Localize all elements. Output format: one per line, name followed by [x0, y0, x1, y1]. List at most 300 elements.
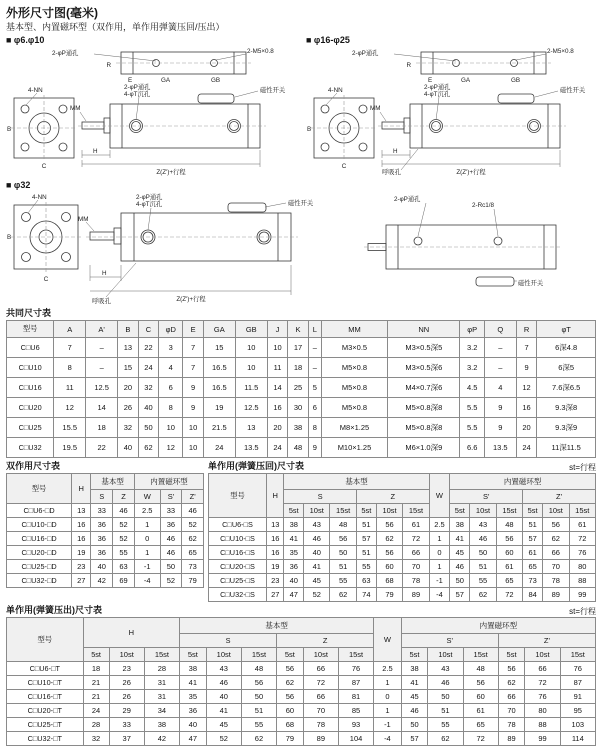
counterbore-label-1: 2-φP通孔: [136, 194, 163, 201]
port-hole: [414, 237, 422, 245]
value-cell: 24: [138, 358, 159, 378]
value-cell: 29: [109, 704, 144, 718]
header-cell: Z: [277, 634, 374, 648]
value-cell: 7: [183, 338, 204, 358]
value-cell: 19: [267, 560, 284, 574]
table-row: [7, 398, 596, 418]
value-cell: 66: [525, 662, 560, 676]
value-cell: 74: [356, 588, 376, 602]
value-cell: 50: [401, 718, 428, 732]
value-cell: 70: [498, 704, 525, 718]
value-cell: 52: [182, 518, 204, 532]
header-cell: φT: [537, 321, 596, 338]
value-cell: –: [484, 358, 516, 378]
value-cell: 79: [182, 574, 204, 588]
value-cell: 68: [277, 718, 304, 732]
value-cell: 61: [496, 560, 522, 574]
model-cell: C□U25: [7, 418, 54, 438]
header-cell: NN: [388, 321, 460, 338]
value-cell: 6深4.8: [537, 338, 596, 358]
value-cell: 9.3深9: [537, 418, 596, 438]
header-cell: 5st: [284, 504, 304, 518]
single-extend-table-title: 单作用(弹簧压出)尺寸表: [6, 605, 102, 615]
mounting-hole: [62, 213, 71, 222]
value-cell: 7.6深6.5: [537, 378, 596, 398]
value-cell: 89: [303, 732, 338, 746]
value-cell: M5×0.8: [321, 398, 387, 418]
value-cell: 72: [569, 532, 595, 546]
value-cell: 47: [284, 588, 304, 602]
nn-label: 4-NN: [28, 87, 43, 94]
value-cell: 57: [450, 588, 470, 602]
value-cell: 56: [463, 676, 498, 690]
header-cell: GB: [235, 321, 267, 338]
value-cell: M5×0.8深8: [388, 418, 460, 438]
value-cell: 17: [288, 338, 309, 358]
value-cell: 13: [72, 504, 91, 518]
header-cell: 型号: [7, 474, 72, 504]
header-cell: 5st: [180, 648, 207, 662]
value-cell: 89: [403, 588, 429, 602]
value-cell: 56: [330, 532, 356, 546]
value-cell: 2.5: [374, 662, 402, 676]
header-cell: S': [401, 634, 498, 648]
value-cell: 76: [560, 662, 595, 676]
value-cell: 56: [376, 518, 402, 532]
value-cell: 21: [83, 676, 109, 690]
port-hole: [494, 237, 502, 245]
value-cell: –: [308, 338, 321, 358]
value-cell: 16: [516, 398, 537, 418]
value-cell: 60: [277, 704, 304, 718]
value-cell: 84: [523, 588, 543, 602]
value-cell: 95: [560, 704, 595, 718]
value-cell: 114: [560, 732, 595, 746]
value-cell: 51: [356, 518, 376, 532]
value-cell: 23: [72, 560, 91, 574]
value-cell: 60: [376, 560, 402, 574]
side-view: [90, 203, 291, 261]
value-cell: 45: [401, 690, 428, 704]
value-cell: 40: [206, 690, 241, 704]
value-cell: 32: [118, 418, 139, 438]
breather-label: 呼吸孔: [92, 298, 111, 305]
header-cell: W: [134, 490, 160, 504]
value-cell: 48: [463, 662, 498, 676]
value-cell: 36: [284, 560, 304, 574]
header-row: [7, 648, 596, 662]
value-cell: -1: [429, 574, 450, 588]
value-cell: 38: [180, 662, 207, 676]
value-cell: 3.2: [460, 358, 484, 378]
value-cell: 7: [516, 338, 537, 358]
dim-gb-label: GB: [511, 77, 521, 84]
value-cell: 41: [450, 532, 470, 546]
auto-switch: [228, 203, 266, 212]
model-cell: C□U10: [7, 358, 54, 378]
value-cell: 38: [144, 718, 179, 732]
value-cell: 36: [160, 518, 182, 532]
value-cell: 10: [183, 438, 204, 458]
model-cell: C□U25-□T: [7, 718, 84, 732]
value-cell: 2.5: [429, 518, 450, 532]
value-cell: 40: [118, 438, 139, 458]
single-acting-extend-table: [6, 617, 596, 746]
header-cell: B: [118, 321, 139, 338]
drawing-phi6-10: [6, 46, 298, 178]
table-row: [209, 518, 596, 532]
value-cell: 48: [241, 662, 276, 676]
value-cell: 56: [496, 532, 522, 546]
value-cell: 0: [374, 690, 402, 704]
header-cell: 15st: [330, 504, 356, 518]
value-cell: 62: [330, 588, 356, 602]
table-row: [7, 338, 596, 358]
header-cell: 15st: [569, 504, 595, 518]
value-cell: 46: [113, 504, 135, 518]
header-cell: 基本型: [284, 474, 429, 490]
value-cell: 6深5: [537, 358, 596, 378]
model-cell: C□U6-□T: [7, 662, 84, 676]
value-cell: M3×0.5深5: [388, 338, 460, 358]
value-cell: 34: [144, 704, 179, 718]
value-cell: 27: [72, 574, 91, 588]
value-cell: 62: [376, 532, 402, 546]
value-cell: 46: [206, 676, 241, 690]
value-cell: 1: [134, 518, 160, 532]
value-cell: 48: [496, 518, 522, 532]
value-cell: 55: [470, 574, 496, 588]
value-cell: 80: [569, 560, 595, 574]
value-cell: 46: [428, 676, 463, 690]
value-cell: 76: [525, 690, 560, 704]
section-phi32: [6, 180, 598, 305]
leader-lines: [326, 54, 560, 170]
value-cell: 32: [83, 732, 109, 746]
table-row: [7, 732, 596, 746]
value-cell: 91: [560, 690, 595, 704]
dim-ga-label: GA: [461, 77, 471, 84]
dim-b-label: B: [7, 126, 12, 133]
mounting-hole: [62, 253, 71, 262]
model-cell: C□U16-□T: [7, 690, 84, 704]
table-row: [7, 560, 204, 574]
value-cell: M5×0.8深8: [388, 398, 460, 418]
leader-lines: [26, 54, 260, 167]
model-cell: C□U32: [7, 438, 54, 458]
header-cell: 15st: [496, 504, 522, 518]
centerlines: [11, 63, 266, 161]
single-acting-return-table: [208, 473, 596, 602]
header-cell: H: [83, 618, 179, 648]
value-cell: 26: [109, 690, 144, 704]
dim-ga-label: GA: [161, 77, 171, 84]
header-cell: S: [180, 634, 277, 648]
value-cell: 57: [523, 532, 543, 546]
value-cell: 89: [543, 588, 569, 602]
rod-nut: [404, 118, 410, 133]
value-cell: 50: [138, 418, 159, 438]
table-row: [7, 676, 596, 690]
table-row: [209, 560, 596, 574]
value-cell: 36: [91, 532, 113, 546]
section-phi16-25: [306, 35, 598, 178]
value-cell: 19: [203, 398, 235, 418]
header-cell: C: [138, 321, 159, 338]
value-cell: 70: [303, 704, 338, 718]
value-cell: 52: [206, 732, 241, 746]
value-cell: 20: [516, 418, 537, 438]
value-cell: 11: [267, 358, 288, 378]
model-cell: C□U16-□S: [209, 546, 267, 560]
switch-label: 磁性开关: [518, 280, 544, 287]
value-cell: 62: [470, 588, 496, 602]
header-cell: 10st: [470, 504, 496, 518]
header-cell: 5st: [356, 504, 376, 518]
value-cell: 5: [308, 378, 321, 398]
header-cell: Z': [498, 634, 595, 648]
value-cell: 66: [403, 546, 429, 560]
model-cell: C□U6-□D: [7, 504, 72, 518]
value-cell: 14: [267, 378, 288, 398]
value-cell: 62: [543, 532, 569, 546]
value-cell: M5×0.8: [321, 358, 387, 378]
value-cell: M10×1.25: [321, 438, 387, 458]
value-cell: 99: [569, 588, 595, 602]
value-cell: 24: [83, 704, 109, 718]
auto-switch: [198, 94, 234, 103]
value-cell: 65: [463, 718, 498, 732]
model-cell: C□U16: [7, 378, 54, 398]
value-cell: 16: [267, 398, 288, 418]
value-cell: 104: [338, 732, 373, 746]
table-row: [209, 588, 596, 602]
value-cell: 25: [288, 378, 309, 398]
model-cell: C□U16-□D: [7, 532, 72, 546]
value-cell: 9: [183, 378, 204, 398]
value-cell: 93: [338, 718, 373, 732]
value-cell: 9.3深8: [537, 398, 596, 418]
value-cell: 51: [470, 560, 496, 574]
value-cell: –: [484, 338, 516, 358]
value-cell: 31: [144, 690, 179, 704]
table-row: [7, 438, 596, 458]
dim-e-label: E: [428, 77, 433, 84]
overall-dim-label: Z(Z')+行程: [156, 169, 186, 176]
value-cell: 89: [498, 732, 525, 746]
double-acting-table: [6, 473, 204, 588]
header-row: [209, 474, 596, 490]
value-cell: 52: [160, 574, 182, 588]
value-cell: 12.5: [86, 378, 118, 398]
value-cell: 26: [118, 398, 139, 418]
model-cell: C□U32-□S: [209, 588, 267, 602]
value-cell: 11.5: [235, 378, 267, 398]
value-cell: 2.5: [134, 504, 160, 518]
value-cell: 0: [134, 532, 160, 546]
value-cell: 20: [118, 378, 139, 398]
value-cell: 42: [144, 732, 179, 746]
value-cell: 41: [206, 704, 241, 718]
value-cell: 42: [91, 574, 113, 588]
mounting-hole: [321, 143, 329, 151]
header-cell: 15st: [241, 648, 276, 662]
value-cell: 55: [330, 574, 356, 588]
table-row: [7, 662, 596, 676]
value-cell: 13.5: [484, 438, 516, 458]
value-cell: 38: [401, 662, 428, 676]
value-cell: 78: [543, 574, 569, 588]
value-cell: 24: [203, 438, 235, 458]
piston-rod: [90, 232, 114, 240]
value-cell: 62: [428, 732, 463, 746]
value-cell: 10: [267, 338, 288, 358]
section-label: ■ φ32: [6, 180, 31, 190]
header-cell: 基本型: [180, 618, 374, 634]
value-cell: 37: [109, 732, 144, 746]
value-cell: 56: [277, 662, 304, 676]
header-cell: S: [91, 490, 113, 504]
single-return-header: [208, 458, 596, 473]
header-cell: S': [160, 490, 182, 504]
piston-rod: [82, 122, 104, 129]
value-cell: 52: [113, 532, 135, 546]
value-cell: 65: [182, 546, 204, 560]
value-cell: 11深11.5: [537, 438, 596, 458]
value-cell: 28: [144, 662, 179, 676]
header-cell: Z: [356, 490, 429, 504]
value-cell: 36: [91, 518, 113, 532]
dim-b-label: B: [307, 126, 312, 133]
header-cell: J: [267, 321, 288, 338]
value-cell: 73: [182, 560, 204, 574]
value-cell: 20: [267, 418, 288, 438]
dim-c-label: C: [43, 276, 49, 283]
value-cell: 55: [241, 718, 276, 732]
header-cell: Q: [484, 321, 516, 338]
table-row: [209, 546, 596, 560]
value-cell: 21.5: [203, 418, 235, 438]
value-cell: 56: [241, 676, 276, 690]
header-cell: φP: [460, 321, 484, 338]
value-cell: 70: [403, 560, 429, 574]
header-cell: 15st: [463, 648, 498, 662]
value-cell: 38: [450, 518, 470, 532]
header-cell: 5st: [498, 648, 525, 662]
table-row: [7, 418, 596, 438]
value-cell: 55: [428, 718, 463, 732]
value-cell: 11: [54, 378, 86, 398]
switch-label: 磁性开关: [288, 200, 314, 207]
value-cell: 78: [403, 574, 429, 588]
centerlines: [311, 63, 566, 161]
value-cell: 30: [288, 398, 309, 418]
value-cell: 33: [160, 504, 182, 518]
value-cell: 65: [523, 560, 543, 574]
mounting-hole: [359, 143, 367, 151]
model-cell: C□U20-□T: [7, 704, 84, 718]
value-cell: 52: [304, 588, 330, 602]
header-cell: A: [54, 321, 86, 338]
counterbore-label-1: 2-φP通孔: [424, 84, 451, 91]
value-cell: 1: [134, 546, 160, 560]
value-cell: 9: [308, 438, 321, 458]
piston-rod: [382, 122, 404, 129]
header-cell: W: [374, 618, 402, 662]
value-cell: 56: [543, 518, 569, 532]
counterbore-label-2: 4-φT沉孔: [136, 201, 163, 208]
ports-label: 2-Rc1/8: [472, 202, 495, 209]
dim-r-label: R: [106, 62, 111, 69]
header-cell: Z': [523, 490, 596, 504]
dim-c-label: C: [341, 163, 347, 170]
value-cell: 88: [525, 718, 560, 732]
header-cell: 10st: [525, 648, 560, 662]
dim-h-label: H: [393, 148, 398, 155]
single-extend-header: [6, 602, 596, 617]
value-cell: 61: [463, 704, 498, 718]
value-cell: 50: [428, 690, 463, 704]
overall-dim-label: Z(Z')+行程: [176, 296, 206, 303]
centerlines: [11, 202, 562, 272]
table-row: [7, 504, 204, 518]
header-cell: 15st: [144, 648, 179, 662]
value-cell: 57: [356, 532, 376, 546]
value-cell: 12: [159, 438, 183, 458]
value-cell: 35: [284, 546, 304, 560]
value-cell: 61: [569, 518, 595, 532]
value-cell: 62: [498, 676, 525, 690]
value-cell: 48: [330, 518, 356, 532]
value-cell: 78: [498, 718, 525, 732]
table-row: [7, 378, 596, 398]
value-cell: 1: [429, 560, 450, 574]
model-cell: C□U10-□S: [209, 532, 267, 546]
header-cell: φD: [159, 321, 183, 338]
header-cell: E: [183, 321, 204, 338]
value-cell: 36: [180, 704, 207, 718]
side-view: [82, 94, 260, 148]
value-cell: 9: [183, 398, 204, 418]
value-cell: 60: [463, 690, 498, 704]
header-cell: H: [72, 474, 91, 504]
value-cell: 7: [54, 338, 86, 358]
value-cell: 87: [338, 676, 373, 690]
model-cell: C□U20-□S: [209, 560, 267, 574]
auto-switch: [476, 277, 514, 286]
through-hole-label: 2-φP通孔: [52, 50, 79, 57]
header-cell: MM: [321, 321, 387, 338]
value-cell: 24: [267, 438, 288, 458]
header-cell: 10st: [109, 648, 144, 662]
value-cell: 1: [374, 704, 402, 718]
model-cell: C□U32-□D: [7, 574, 72, 588]
mounting-hole: [59, 105, 67, 113]
counterbore-label-2: 4-φT沉孔: [424, 91, 451, 98]
value-cell: 46: [160, 546, 182, 560]
value-cell: 16: [72, 518, 91, 532]
value-cell: 66: [303, 662, 338, 676]
value-cell: 69: [113, 574, 135, 588]
value-cell: 72: [403, 532, 429, 546]
model-cell: C□U20: [7, 398, 54, 418]
value-cell: 8: [54, 358, 86, 378]
value-cell: 50: [241, 690, 276, 704]
value-cell: 26: [109, 676, 144, 690]
value-cell: M3×0.5深6: [388, 358, 460, 378]
value-cell: 3.2: [460, 338, 484, 358]
rod-nut: [114, 228, 121, 244]
